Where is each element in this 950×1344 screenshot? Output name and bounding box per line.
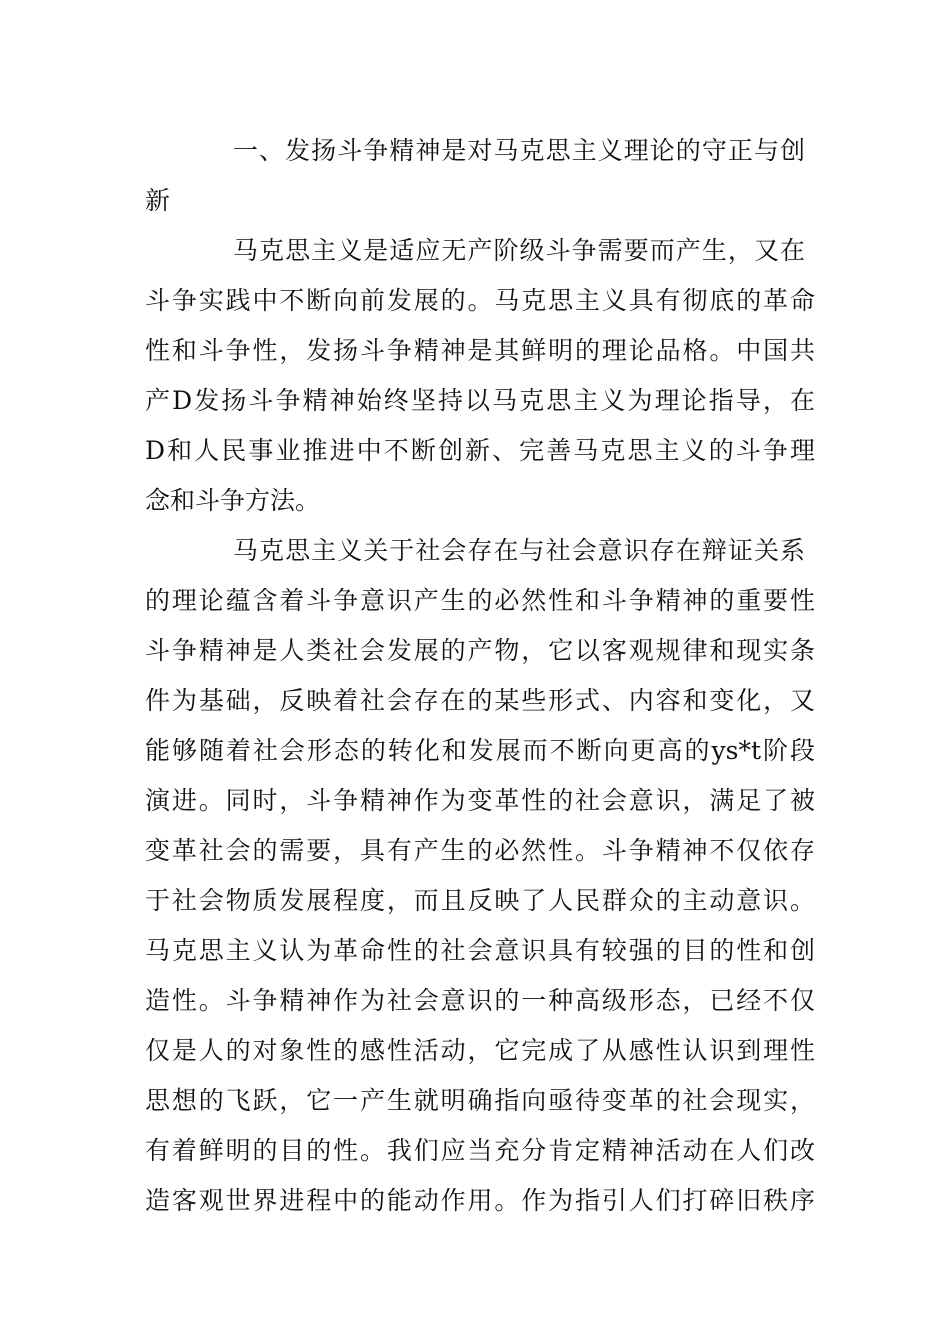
- paragraph-2-line-13: 有着鲜明的目的性。我们应当充分肯定精神活动在人们改: [145, 1136, 815, 1165]
- paragraph-2-line-12: 思想的飞跃，它一产生就明确指向亟待变革的社会现实，: [145, 1086, 815, 1115]
- paragraph-2-line-14: 造客观世界进程中的能动作用。作为指引人们打碎旧秩序: [145, 1186, 815, 1215]
- paragraph-2-line-7: 变革社会的需要，具有产生的必然性。斗争精神不仅依存: [145, 836, 815, 865]
- paragraph-2-line-3: 斗争精神是人类社会发展的产物，它以客观规律和现实条: [145, 636, 815, 665]
- paragraph-2-line-1: 马克思主义关于社会存在与社会意识存在辩证关系: [233, 536, 805, 565]
- section-heading-line-1: 一、发扬斗争精神是对马克思主义理论的守正与创: [233, 136, 805, 165]
- paragraph-1-line-1: 马克思主义是适应无产阶级斗争需要而产生，又在: [233, 236, 805, 265]
- paragraph-2-line-11: 仅是人的对象性的感性活动，它完成了从感性认识到理性: [145, 1036, 815, 1065]
- paragraph-1-line-6: 念和斗争方法。: [145, 486, 321, 515]
- paragraph-1-line-4: 产D发扬斗争精神始终坚持以马克思主义为理论指导，在: [145, 386, 815, 415]
- paragraph-2-line-2: 的理论蕴含着斗争意识产生的必然性和斗争精神的重要性: [145, 586, 815, 615]
- paragraph-1-line-2: 斗争实践中不断向前发展的。马克思主义具有彻底的革命: [145, 286, 815, 315]
- section-heading-line-2: 新: [145, 186, 171, 215]
- paragraph-2-line-5: 能够随着社会形态的转化和发展而不断向更高的ys*t阶段: [145, 736, 815, 765]
- paragraph-1-line-5: D和人民事业推进中不断创新、完善马克思主义的斗争理: [145, 436, 815, 465]
- paragraph-2-line-4: 件为基础，反映着社会存在的某些形式、内容和变化，又: [145, 686, 815, 715]
- paragraph-2-line-6: 演进。同时，斗争精神作为变革性的社会意识，满足了被: [145, 786, 815, 815]
- paragraph-2-line-8: 于社会物质发展程度，而且反映了人民群众的主动意识。: [145, 886, 815, 915]
- paragraph-2-line-10: 造性。斗争精神作为社会意识的一种高级形态，已经不仅: [145, 986, 815, 1015]
- paragraph-2-line-9: 马克思主义认为革命性的社会意识具有较强的目的性和创: [145, 936, 815, 965]
- paragraph-1-line-3: 性和斗争性，发扬斗争精神是其鲜明的理论品格。中国共: [145, 336, 815, 365]
